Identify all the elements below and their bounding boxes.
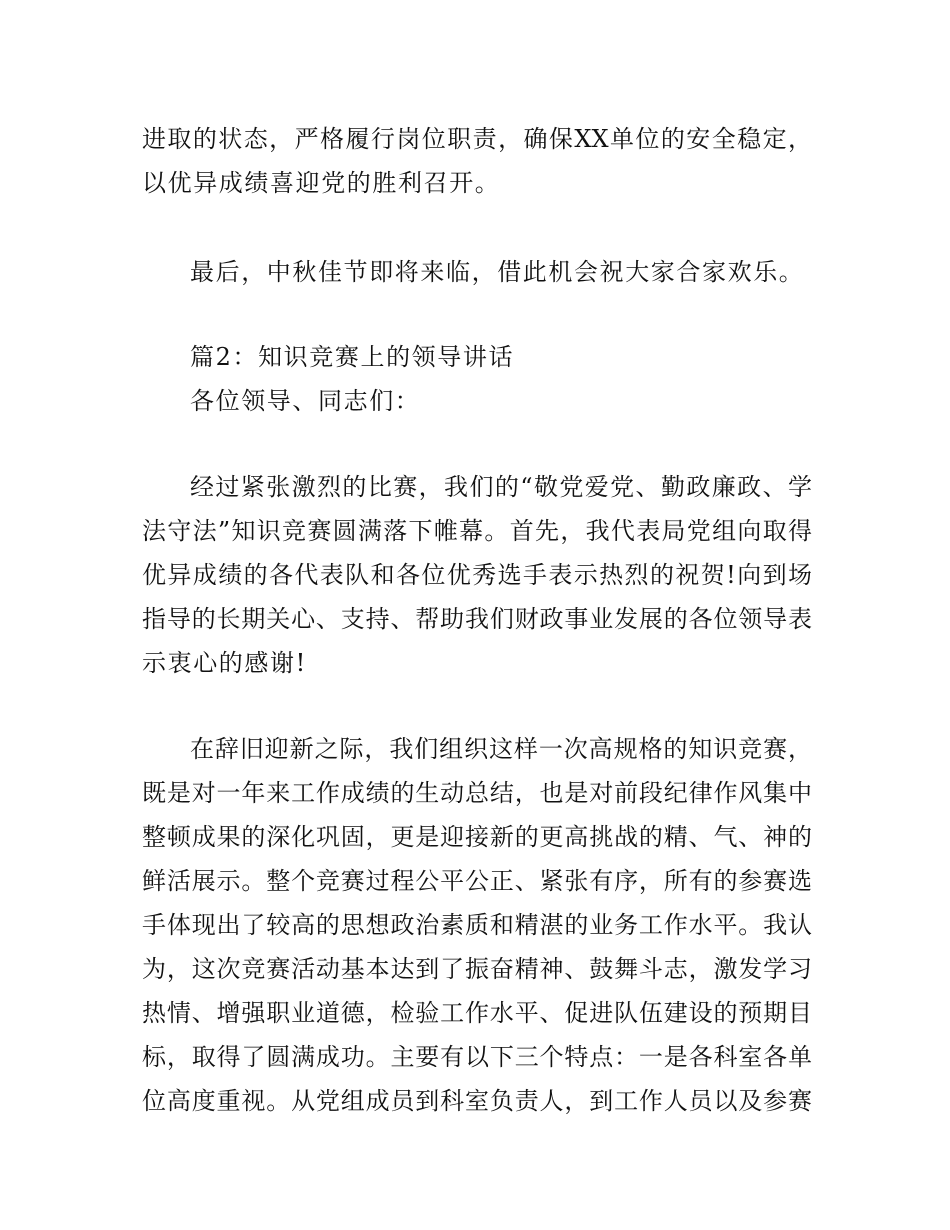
paragraph-line: 鲜活展示。整个竞赛过程公平公正、紧张有序，所有的参赛选	[142, 867, 812, 895]
paragraph-line: 指导的长期关心、支持、帮助我们财政事业发展的各位领导表	[142, 605, 812, 633]
paragraph-line: 法守法”知识竞赛圆满落下帷幕。首先，我代表局党组向取得	[142, 517, 812, 545]
salutation: 各位领导、同志们：	[190, 387, 421, 415]
paragraph-line: 在辞旧迎新之际，我们组织这样一次高规格的知识竞赛，	[190, 735, 812, 763]
paragraph-line: 示衷心的感谢!	[142, 649, 307, 677]
paragraph-line: 位高度重视。从党组成员到科室负责人，到工作人员以及参赛	[142, 1087, 812, 1115]
paragraph-line: 手体现出了较高的思想政治素质和精湛的业务工作水平。我认	[142, 911, 812, 939]
paragraph-line: 为，这次竞赛活动基本达到了振奋精神、鼓舞斗志，激发学习	[142, 955, 812, 983]
paragraph-line: 优异成绩的各代表队和各位优秀选手表示热烈的祝贺!向到场	[142, 561, 812, 589]
paragraph-line: 标，取得了圆满成功。主要有以下三个特点：一是各科室各单	[142, 1043, 812, 1071]
paragraph-line: 热情、增强职业道德，检验工作水平、促进队伍建设的预期目	[142, 999, 812, 1027]
paragraph-line: 以优异成绩喜迎党的胜利召开。	[142, 169, 501, 197]
paragraph-line: 整顿成果的深化巩固，更是迎接新的更高挑战的精、气、神的	[142, 823, 812, 851]
paragraph-line: 进取的状态，严格履行岗位职责，确保XX单位的安全稳定，	[142, 125, 812, 153]
paragraph-line: 经过紧张激烈的比赛，我们的“敬党爱党、勤政廉政、学	[190, 473, 812, 501]
paragraph-line: 既是对一年来工作成绩的生动总结，也是对前段纪律作风集中	[142, 779, 812, 807]
closing-line: 最后，中秋佳节即将来临，借此机会祝大家合家欢乐。	[190, 258, 805, 286]
article-title: 篇2：知识竞赛上的领导讲话	[190, 343, 515, 371]
